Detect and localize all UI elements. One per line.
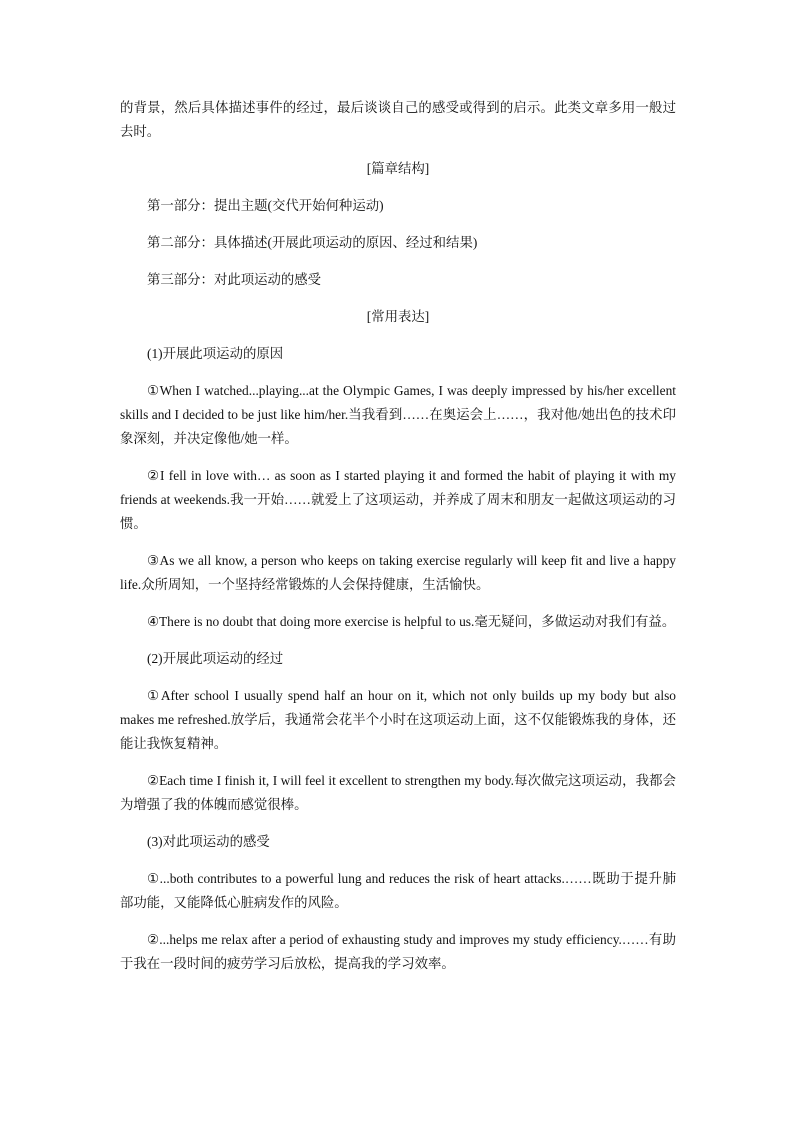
intro-paragraph: 的背景，然后具体描述事件的经过，最后谈谈自己的感受或得到的启示。此类文章多用一般过去时。 bbox=[120, 100, 676, 139]
structure-part-1: 第一部分：提出主题(交代开始何种运动) bbox=[147, 198, 384, 213]
section-title-reasons: (1)开展此项运动的原因 bbox=[147, 346, 284, 361]
structure-heading: [篇章结构] bbox=[366, 161, 430, 176]
document-page bbox=[120, 96, 676, 989]
structure-part-2: 第二部分：具体描述(开展此项运动的原因、经过和结果) bbox=[147, 235, 478, 250]
expression-item: ④There is no doubt that doing more exercise is helpful to us.毫无疑问，多做运动对我们有益。 bbox=[147, 614, 676, 629]
structure-part-3: 第三部分：对此项运动的感受 bbox=[147, 272, 322, 287]
section-title-process: (2)开展此项运动的经过 bbox=[147, 651, 284, 666]
expression-item: ②Each time I finish it, I will feel it excellent to strengthen my body.每次做完这项运动，我都会为增强了我的体魄而感觉很棒。 bbox=[120, 773, 676, 812]
expression-item: ③As we all know, a person who keeps on taking exercise regularly will keep fit and live a happy life.众所周知，一个坚持经常锻炼的人会保持健康，生活愉快。 bbox=[120, 553, 676, 592]
section-title-feelings: (3)对此项运动的感受 bbox=[147, 834, 270, 849]
expression-item: ②I fell in love with… as soon as I started playing it and formed the habit of playing it with my friends at weekends.我一开始……就爱上了这项运动，并养成了周末和朋友一起做这项运动的习惯。 bbox=[120, 468, 676, 531]
expressions-heading: [常用表达] bbox=[366, 309, 430, 324]
expression-item: ①When I watched...playing...at the Olympic Games, I was deeply impressed by his/her excellent skills and I decided to be just like him/her.当我看到……在奥运会上……，我对他/她出色的技术印象深刻，并决定像他/她一样。 bbox=[120, 383, 676, 446]
expression-item: ②...helps me relax after a period of exhausting study and improves my study efficiency.……有助于我在一段时间的疲劳学习后放松，提高我的学习效率。 bbox=[120, 932, 676, 971]
expression-item: ①After school I usually spend half an hour on it, which not only builds up my body but also makes me refreshed.放学后，我通常会花半个小时在这项运动上面，这不仅能锻炼我的身体，还能让我恢复精神。 bbox=[120, 688, 676, 751]
expression-item: ①...both contributes to a powerful lung and reduces the risk of heart attacks.……既助于提升肺部功能，又能降低心脏病发作的风险。 bbox=[120, 871, 676, 910]
